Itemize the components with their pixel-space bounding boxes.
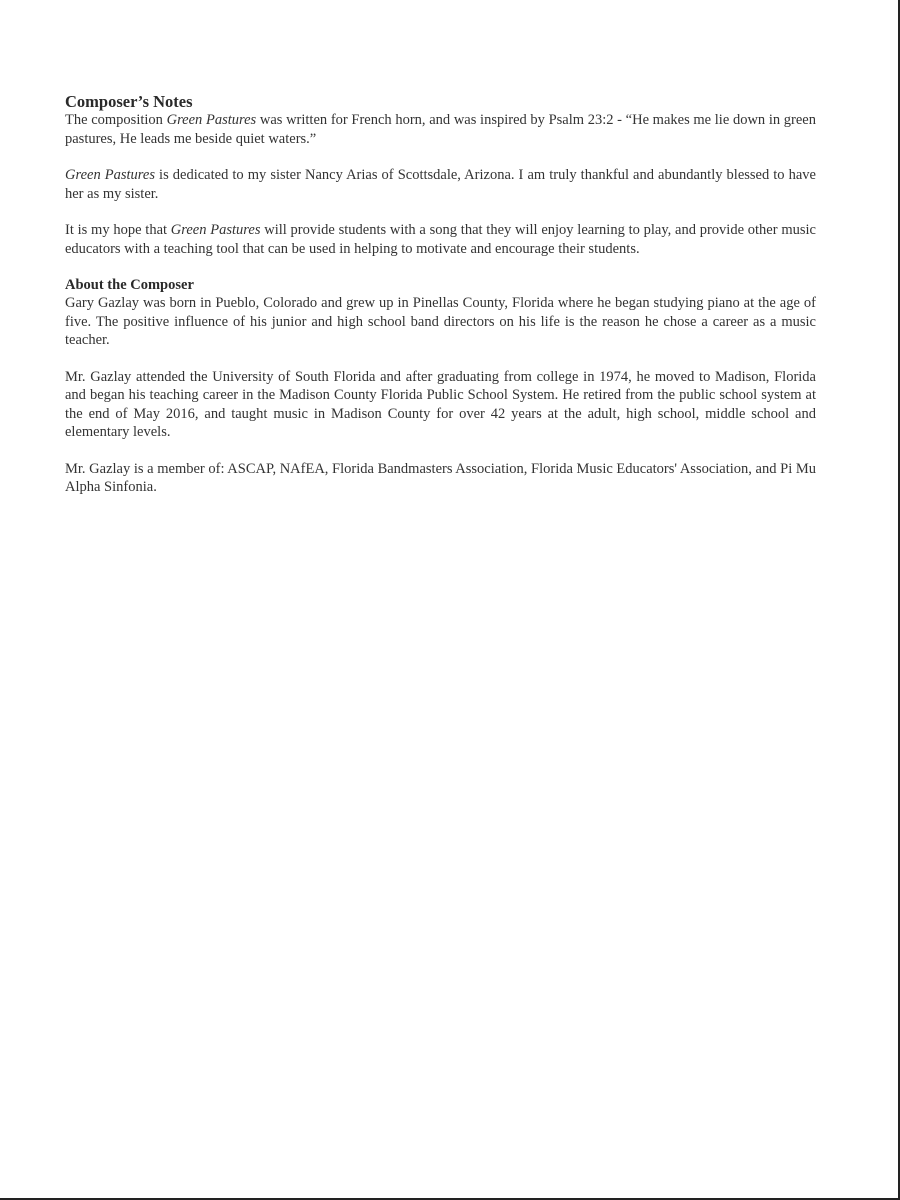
composers-notes-heading: Composer’s Notes xyxy=(65,92,193,111)
paragraph-spacer xyxy=(65,258,816,276)
paragraph-spacer xyxy=(65,203,816,221)
document-body xyxy=(65,93,816,497)
composers-notes-paragraph-1 xyxy=(65,111,816,148)
paragraph-spacer xyxy=(65,148,816,166)
piece-title: Green Pastures xyxy=(166,112,257,128)
paragraph-text: was written for French horn, and was inspired by Psalm 23:2 - “He makes me lie down in green pastures, He leads me beside quiet waters.” xyxy=(65,112,816,147)
paragraph-text: The composition xyxy=(65,112,167,128)
composers-notes-paragraph-3 xyxy=(65,221,816,258)
piece-title: Green Pastures xyxy=(170,222,261,238)
paragraph-text: It is my hope that xyxy=(65,222,171,238)
paragraph-spacer xyxy=(65,442,816,460)
composers-notes-paragraph-2 xyxy=(65,166,816,203)
paragraph-spacer xyxy=(65,350,816,368)
about-composer-paragraph-1: Gary Gazlay was born in Pueblo, Colorado and grew up in Pinellas County, Florida where he began studying piano at the age of five. The positive influence of his junior and high school band directors on his life is the reason he chose a career as a music teacher. xyxy=(65,295,816,348)
paragraph-text: will provide students with a song that they will enjoy learning to play, and provide other music educators with a teaching tool that can be used in helping to motivate and encourage their students. xyxy=(65,222,816,257)
piece-title: Green Pastures xyxy=(65,167,155,183)
about-composer-paragraph-2: Mr. Gazlay attended the University of South Florida and after graduating from college in 1974, he moved to Madison, Florida and began his teaching career in the Madison County Florida Public School System. He retired from the public school system at the end of May 2016, and taught music in Madison County for over 42 years at the adult, high school, middle school and elementary levels. xyxy=(65,368,816,440)
about-composer-heading: About the Composer xyxy=(65,277,194,293)
about-composer-paragraph-3: Mr. Gazlay is a member of: ASCAP, NAfEA, Florida Bandmasters Association, Florida Music Educators' Association, and Pi Mu Alpha Sinfonia. xyxy=(65,460,816,495)
paragraph-text: is dedicated to my sister Nancy Arias of Scottsdale, Arizona. I am truly thankful and abundantly blessed to have her as my sister. xyxy=(65,167,816,202)
